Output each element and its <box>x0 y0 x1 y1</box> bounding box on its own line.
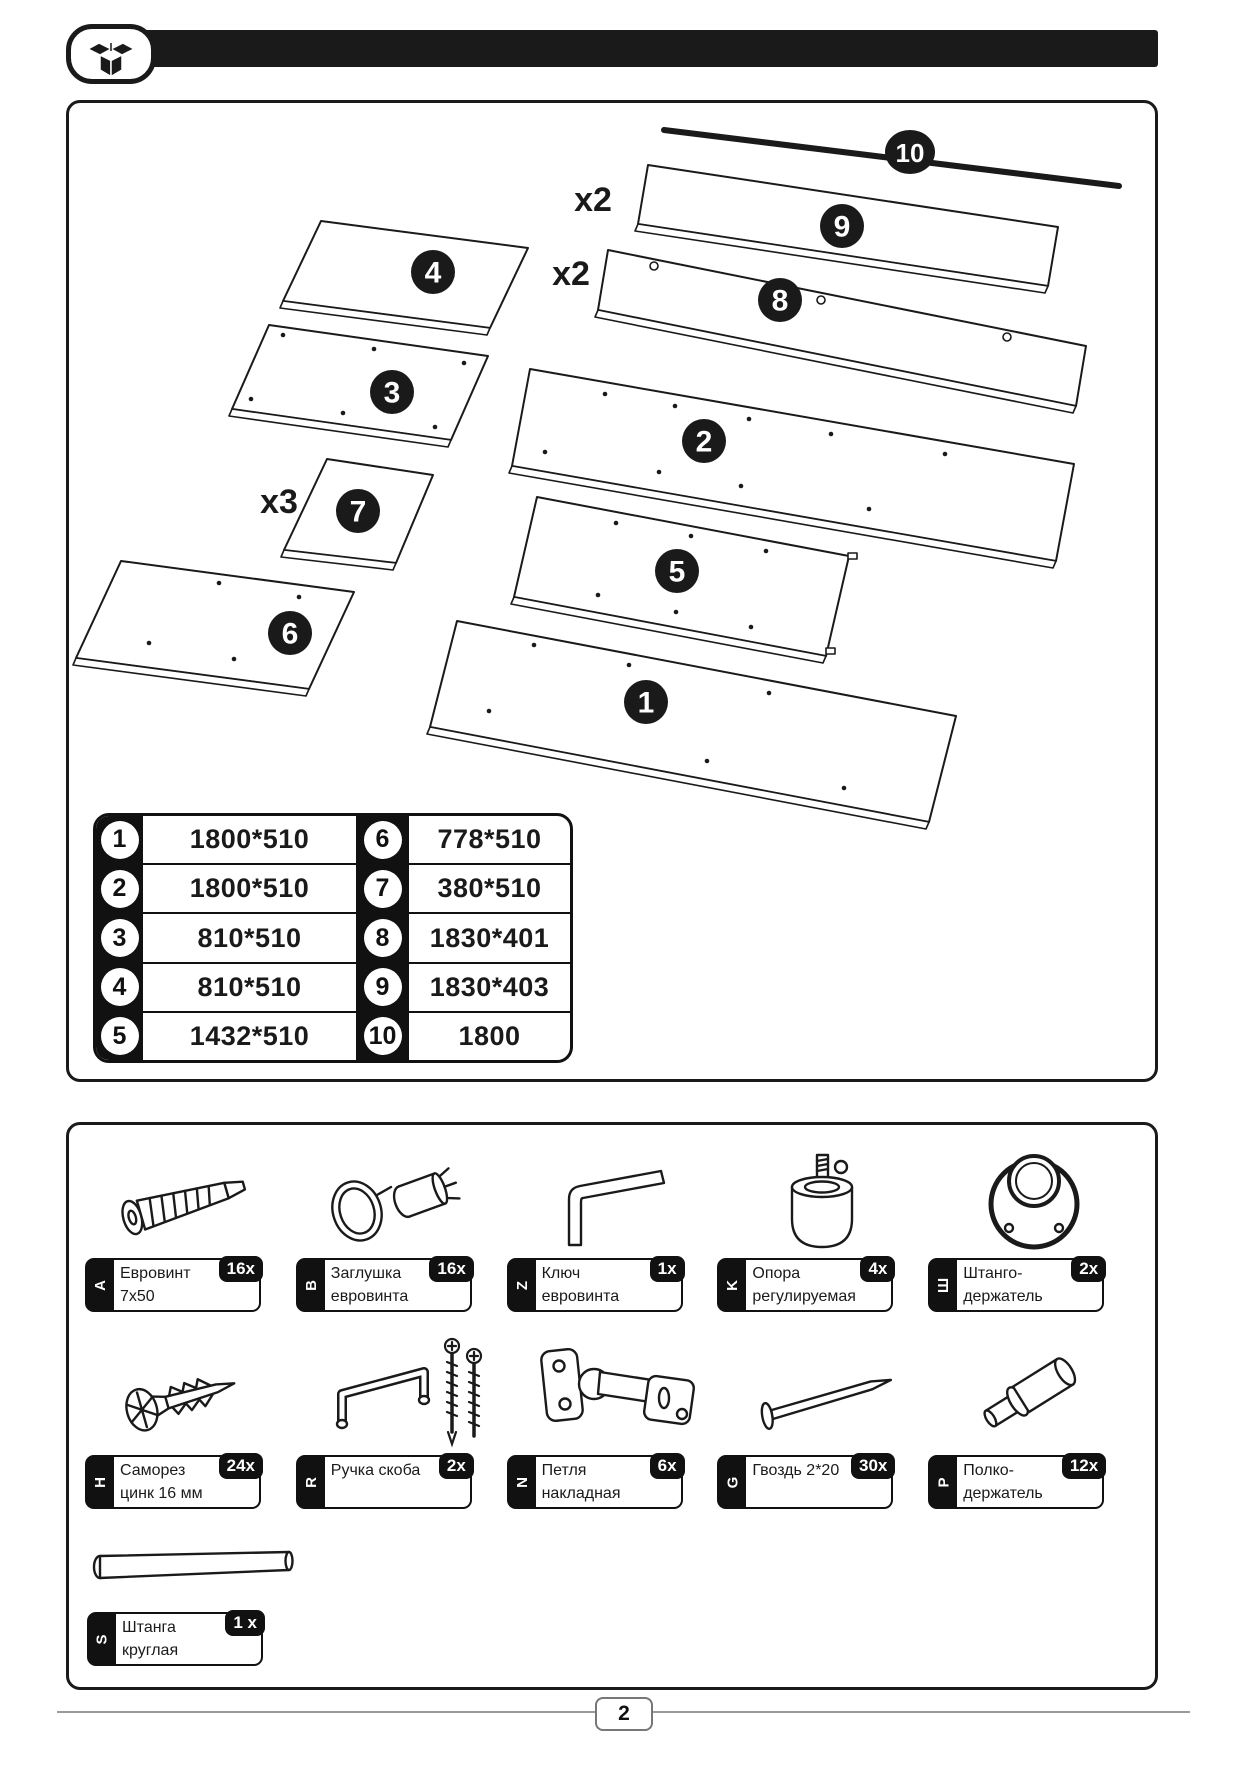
hardware-item <box>296 1320 507 1517</box>
table-row <box>96 865 570 914</box>
svg-text:4: 4 <box>424 256 442 290</box>
count-badge: 16x <box>219 1256 263 1282</box>
table-row <box>96 964 570 1013</box>
part-number-badge-7 <box>336 489 380 533</box>
hardware-name: 7х50 <box>120 1287 155 1305</box>
table-row <box>96 1013 570 1060</box>
part-number: 7 <box>364 870 402 908</box>
adjustable-foot-icon <box>717 1141 928 1251</box>
hardware-label <box>507 1258 683 1312</box>
multiplier-label: x3 <box>260 483 298 521</box>
hardware-item <box>85 1320 296 1517</box>
hardware-name: евровинта <box>330 1287 409 1305</box>
svg-text:8: 8 <box>771 284 789 318</box>
part-number: 5 <box>101 1017 139 1055</box>
hardware-label <box>85 1455 261 1509</box>
hardware-name: Гвоздь 2*20 <box>752 1462 840 1479</box>
size-table <box>93 813 573 1063</box>
panel-3-shape <box>229 325 488 447</box>
hardware-name: Ключ <box>541 1265 581 1282</box>
part-number: 9 <box>364 968 402 1006</box>
part-size: 810*510 <box>197 971 302 1002</box>
count-badge: 4x <box>860 1256 895 1282</box>
screw-cap-icon <box>296 1141 507 1251</box>
part-number-badge-9 <box>820 204 864 248</box>
hinge-icon <box>507 1324 718 1448</box>
hardware-name: Евровинт <box>120 1265 191 1282</box>
hardware-letter-tab: H <box>87 1457 114 1507</box>
hardware-letter-tab: B <box>298 1260 325 1310</box>
hardware-item <box>717 1320 928 1517</box>
hardware-label <box>296 1455 472 1509</box>
count-badge: 24x <box>219 1453 263 1479</box>
tapping-screw-icon <box>85 1324 296 1448</box>
part-size: 380*510 <box>437 873 542 904</box>
shelf-pin-icon <box>928 1324 1139 1448</box>
nail-icon <box>717 1324 928 1448</box>
part-number: 8 <box>364 919 402 957</box>
hardware-name: Полко- <box>963 1462 1014 1479</box>
hardware-row-2 <box>85 1320 1139 1517</box>
hardware-item <box>507 1320 718 1517</box>
hardware-letter-tab: P <box>930 1457 957 1507</box>
hardware-item <box>85 1137 296 1320</box>
hardware-item <box>928 1320 1139 1517</box>
part-number: 6 <box>364 821 402 859</box>
header-bar <box>130 30 1158 67</box>
hardware-name: Штанга <box>122 1619 176 1636</box>
count-badge: 2x <box>1071 1256 1106 1282</box>
part-size: 778*510 <box>437 824 542 855</box>
part-number-badge-2 <box>682 419 726 463</box>
part-size: 1830*403 <box>429 971 550 1002</box>
hardware-name: регулируемая <box>752 1287 856 1305</box>
hardware-label <box>87 1612 263 1666</box>
hardware-label <box>928 1258 1104 1312</box>
hardware-name: держатель <box>963 1287 1043 1305</box>
hardware-list <box>66 1122 1158 1690</box>
hardware-name: цинк 16 мм <box>120 1484 203 1502</box>
rod-holder-icon <box>928 1141 1139 1251</box>
hardware-label <box>507 1455 683 1509</box>
count-badge: 1 x <box>225 1610 265 1636</box>
count-badge: 30x <box>851 1453 895 1479</box>
hardware-letter-tab: Ш <box>930 1260 957 1310</box>
hardware-letter-tab: Z <box>509 1260 536 1310</box>
hardware-letter-tab: R <box>298 1457 325 1507</box>
hardware-label <box>717 1258 893 1312</box>
hardware-label <box>928 1455 1104 1509</box>
hardware-name: круглая <box>122 1641 179 1659</box>
hex-key-icon <box>507 1141 718 1251</box>
hardware-letter-tab: K <box>719 1260 746 1310</box>
part-number: 4 <box>101 968 139 1006</box>
part-size: 1432*510 <box>189 1020 310 1051</box>
part-size: 810*510 <box>197 922 302 953</box>
hardware-item <box>717 1137 928 1320</box>
svg-text:5: 5 <box>668 555 686 589</box>
part-number-badge-8 <box>758 278 802 322</box>
count-badge: 1x <box>650 1256 685 1282</box>
page-number-badge: 2 <box>595 1697 653 1731</box>
panel-6-shape <box>73 561 354 696</box>
hardware-row-3 <box>85 1517 1139 1677</box>
part-number-badge-1 <box>624 680 668 724</box>
handle-icon <box>296 1324 507 1448</box>
brand-logo <box>66 24 156 84</box>
part-number: 10 <box>364 1017 402 1055</box>
hardware-name: Петля <box>541 1462 587 1479</box>
count-badge: 2x <box>439 1453 474 1479</box>
hardware-name: евровинта <box>541 1287 620 1305</box>
svg-text:9: 9 <box>833 210 851 244</box>
svg-text:1: 1 <box>637 686 655 720</box>
part-number: 3 <box>101 919 139 957</box>
panel-4-shape <box>280 221 528 335</box>
table-row <box>96 914 570 963</box>
hardware-name: держатель <box>963 1484 1043 1502</box>
hardware-letter-tab: G <box>719 1457 746 1507</box>
hardware-name: Заглушка <box>330 1265 402 1282</box>
svg-text:2: 2 <box>695 425 713 459</box>
hardware-letter-tab: A <box>87 1260 114 1310</box>
part-number: 1 <box>101 821 139 859</box>
hardware-label <box>85 1258 261 1312</box>
table-row <box>96 816 570 865</box>
hardware-row-1 <box>85 1137 1139 1320</box>
svg-text:7: 7 <box>349 495 367 529</box>
hardware-label <box>717 1455 893 1509</box>
hardware-name: Саморез <box>120 1462 186 1479</box>
part-size: 1800 <box>458 1020 521 1051</box>
hardware-name: накладная <box>541 1484 621 1502</box>
svg-text:3: 3 <box>383 376 401 410</box>
svg-text:6: 6 <box>281 617 299 651</box>
euro-screw-icon <box>85 1141 296 1251</box>
multiplier-label: x2 <box>552 255 590 293</box>
part-size: 1800*510 <box>189 873 310 904</box>
part-number-badge-5 <box>655 549 699 593</box>
multiplier-label: x2 <box>574 181 612 219</box>
part-number-badge-6 <box>268 611 312 655</box>
part-size: 1800*510 <box>189 824 310 855</box>
hardware-item <box>296 1137 507 1320</box>
count-badge: 12x <box>1062 1453 1106 1479</box>
hardware-name: Опора <box>752 1265 801 1282</box>
hardware-letter-tab: N <box>509 1457 536 1507</box>
part-number-badge-10 <box>885 130 935 174</box>
hardware-name: Ручка скоба <box>330 1462 421 1479</box>
count-badge: 16x <box>429 1256 473 1282</box>
hardware-item <box>928 1137 1139 1320</box>
part-number-badge-4 <box>411 250 455 294</box>
round-rod-icon <box>89 1543 299 1592</box>
hardware-name: Штанго- <box>963 1265 1023 1282</box>
hardware-label <box>296 1258 472 1312</box>
part-number-badge-3 <box>370 370 414 414</box>
part-number: 2 <box>101 870 139 908</box>
count-badge: 6x <box>650 1453 685 1479</box>
open-box-icon <box>82 29 140 79</box>
panel-1-shape <box>427 621 956 829</box>
svg-text:10: 10 <box>895 138 925 168</box>
hardware-item <box>507 1137 718 1320</box>
part-size: 1830*401 <box>429 922 550 953</box>
hardware-letter-tab: S <box>89 1614 116 1664</box>
